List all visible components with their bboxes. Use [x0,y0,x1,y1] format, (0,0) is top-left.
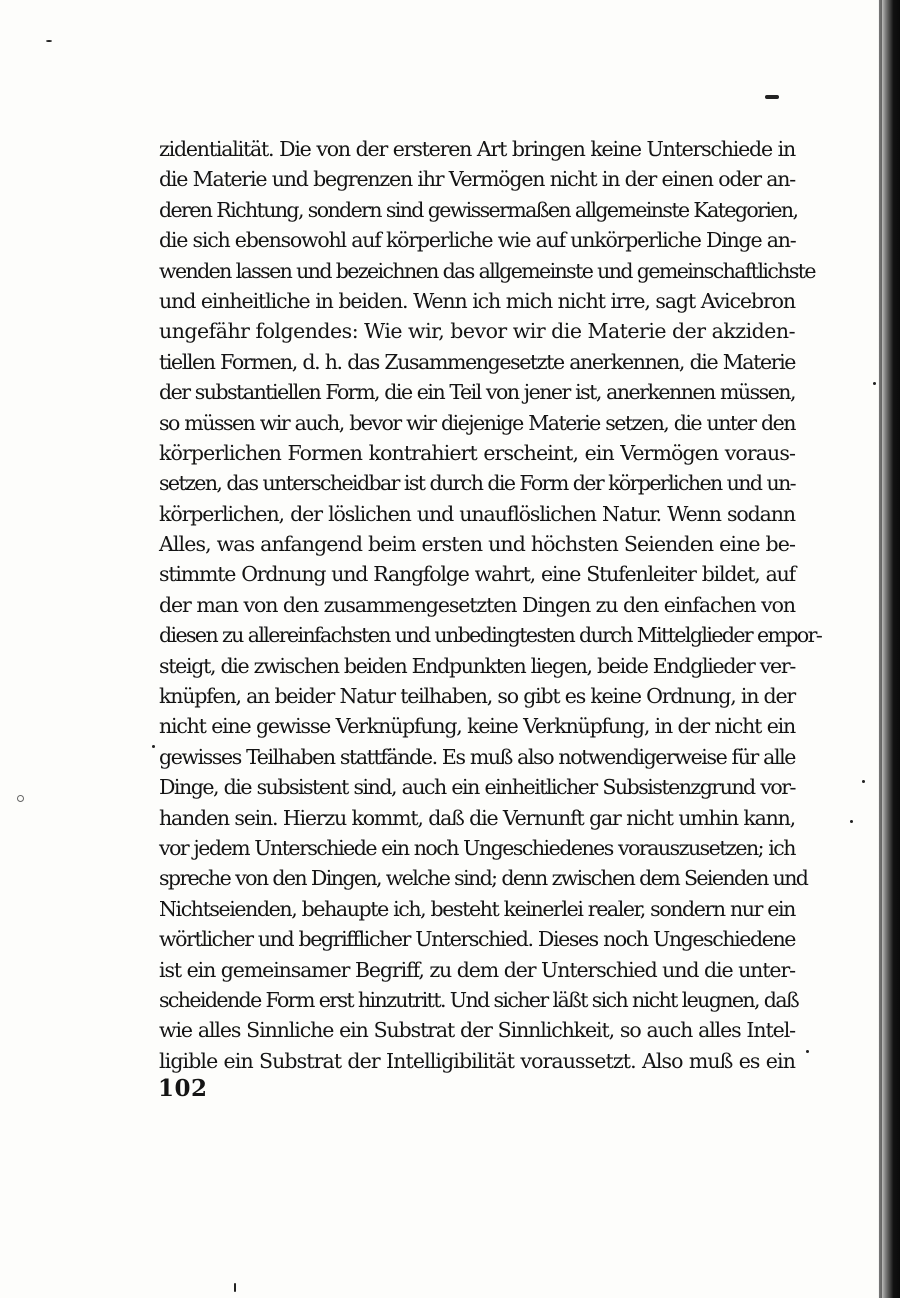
text-line: deren Richtung, sondern sind gewissermaßen allgemeinste Kategorien, [159,197,798,222]
text-line: nicht eine gewisse Verknüpfung, keine Verknüpfung, in der nicht ein [159,714,795,739]
scan-speck [152,745,155,748]
text-line: der man von den zusammengesetzten Dingen zu den einfachen von [159,592,795,617]
text-line: ungefähr folgendes: Wie wir, bevor wir die Materie der akziden- [159,319,796,344]
scan-speck [234,1283,236,1292]
body-text [159,134,822,1076]
text-line: Dinge, die subsistent sind, auch ein einheitlicher Subsistenzgrund vor- [159,775,795,800]
text-line: knüpfen, an beider Natur teilhaben, so gibt es keine Ordnung, in der [159,684,795,709]
scan-speck [873,382,876,385]
text-line: vor jedem Unterschiede ein noch Ungeschiedenes vorauszusetzen; ich [159,835,795,860]
text-line: zidentialität. Die von der ersteren Art bringen keine Unterschiede in [159,137,795,161]
text-line: Alles, was anfangend beim ersten und höchsten Seienden eine be- [159,532,795,557]
scan-speck [862,780,865,783]
text-line: ligible ein Substrat der Intelligibilität voraussetzt. Also muß es ein [159,1048,795,1073]
text-line: der substantiellen Form, die ein Teil von jener ist, anerkennen müssen, [159,380,795,405]
text-line: handen sein. Hierzu kommt, daß die Vernunft gar nicht umhin kann, [159,805,795,830]
text-line: wenden lassen und bezeichnen das allgemeinste und gemeinschaftlichste [159,258,815,283]
scan-speck [17,795,24,802]
text-line: spreche von den Dingen, welche sind; denn zwischen dem Seienden und [159,866,808,891]
text-line: tiellen Formen, d. h. das Zusammengesetzte anerkennen, die Materie [159,349,795,374]
text-line: scheidende Form erst hinzutritt. Und sicher läßt sich nicht leugnen, daß [159,987,799,1012]
text-line: wörtlicher und begrifflicher Unterschied. Dieses noch Ungeschiedene [159,927,795,952]
scan-speck [850,820,853,823]
text-line: steigt, die zwischen beiden Endpunkten liegen, beide Endglieder ver- [159,653,795,678]
scan-speck [806,1050,809,1053]
text-line: und einheitliche in beiden. Wenn ich mich nicht irre, sagt Avicebron [159,288,795,313]
text-line: die sich ebensowohl auf körperliche wie auf unkörperliche Dinge an- [159,228,796,253]
text-line: wie alles Sinnliche ein Substrat der Sinnlichkeit, so auch alles Intel- [159,1018,795,1043]
page-number: 102 [158,1075,208,1102]
scan-speck [46,40,52,42]
text-line: gewisses Teilhaben stattfände. Es muß also notwendigerweise für alle [159,744,795,769]
text-line: setzen, das unterscheidbar ist durch die Form der körperlichen und un- [159,471,795,496]
text-line: so müssen wir auch, bevor wir diejenige Materie setzen, die unter den [159,410,795,435]
scan-speck [765,95,779,99]
text-line: stimmte Ordnung und Rangfolge wahrt, eine Stufenleiter bildet, auf [159,562,795,587]
text-line: körperlichen Formen kontrahiert erscheint, ein Vermögen voraus- [159,440,795,465]
scan-edge-line [879,0,882,1298]
text-line: Nichtseienden, behaupte ich, besteht keinerlei realer, sondern nur ein [159,896,795,921]
text-line: die Materie und begrenzen ihr Vermögen nicht in der einen oder an- [159,167,795,192]
text-line: diesen zu allereinfachsten und unbedingtesten durch Mittelglieder empor- [159,623,822,648]
text-line: ist ein gemeinsamer Begriff, zu dem der Unterschied und die unter- [159,957,795,982]
text-line: körperlichen, der löslichen und unauflöslichen Natur. Wenn sodann [159,501,795,526]
